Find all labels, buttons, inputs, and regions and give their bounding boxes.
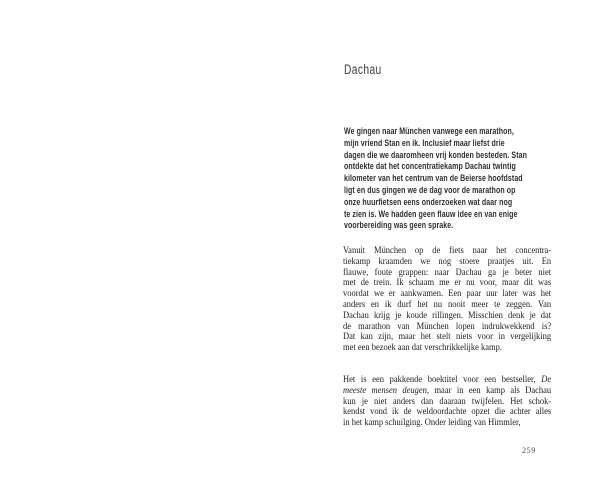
text-line: mijn vriend Stan en ik. Inclusief maar liefst drie xyxy=(344,137,505,148)
text-line: de marathon van München lopen indrukwekkend is? xyxy=(343,321,552,332)
text-segment: Het is een pakkende boektitel voor een bestseller, xyxy=(343,375,542,385)
text-line: onze huurfietsen eens onderzoeken wat daar nog xyxy=(344,196,513,207)
text-line: ontdekte dat het concentratiekamp Dachau twintig xyxy=(344,161,516,172)
text-line: We gingen naar München vanwege een marathon, xyxy=(344,126,514,136)
text-line: anders en ik durf het nu nooit meer te zeggen. Van xyxy=(343,299,552,310)
intro-paragraph xyxy=(344,126,548,232)
body-paragraph-2 xyxy=(343,375,551,429)
text-line: kilometer van het centrum van de Beierse hoofdstad xyxy=(344,173,523,184)
text-line: voordat we er aankwamen. Een paar uur later was het xyxy=(343,289,552,300)
text-line: met een bezoek aan dat verschrikkelijke kamp. xyxy=(343,343,503,354)
text-line: dagen die we daaromheen vrij konden besteden. Stan xyxy=(344,149,527,160)
text-line: voorbereiding was geen sprake. xyxy=(344,220,454,231)
text-line: Dat kan zijn, maar het stelt niets voor in vergelijking xyxy=(343,332,552,343)
text-line xyxy=(343,375,551,386)
text-line: met de trein. Ik schaam me er nu voor, maar dit was xyxy=(343,278,552,289)
text-segment: , maar in een kamp als Dachau xyxy=(426,385,552,396)
text-line: flauwe, foute grappen: naar Dachau ga je beter niet xyxy=(343,267,552,278)
text-line: kun je niet anders dan daaraan twijfelen. Het schok- xyxy=(343,396,552,407)
text-line: Dachau krijg je koude rillingen. Misschien denk je dat xyxy=(343,310,552,321)
chapter-title: Dachau xyxy=(344,62,382,77)
italic-text-segment: meeste mensen deugen xyxy=(343,385,427,396)
text-line: tiekamp kraamden we nog stoere praatjes uit. En xyxy=(343,256,552,267)
text-line xyxy=(343,386,551,397)
body-paragraph-1 xyxy=(343,246,551,354)
text-line: kendst vond ik de weldoordachte opzet die achter alles xyxy=(343,407,552,418)
page-number: 259 xyxy=(522,446,536,455)
text-line: te zien is. We hadden geen flauw idee en van enige xyxy=(344,208,518,219)
italic-text-segment: De xyxy=(541,375,552,385)
text-line: Vanuit München op de fiets naar het concentra- xyxy=(343,246,552,256)
text-line: in het kamp schuilging. Onder leiding van Himmler, xyxy=(343,418,521,429)
text-line: ligt en dus gingen we de dag voor de marathon op xyxy=(344,184,516,195)
